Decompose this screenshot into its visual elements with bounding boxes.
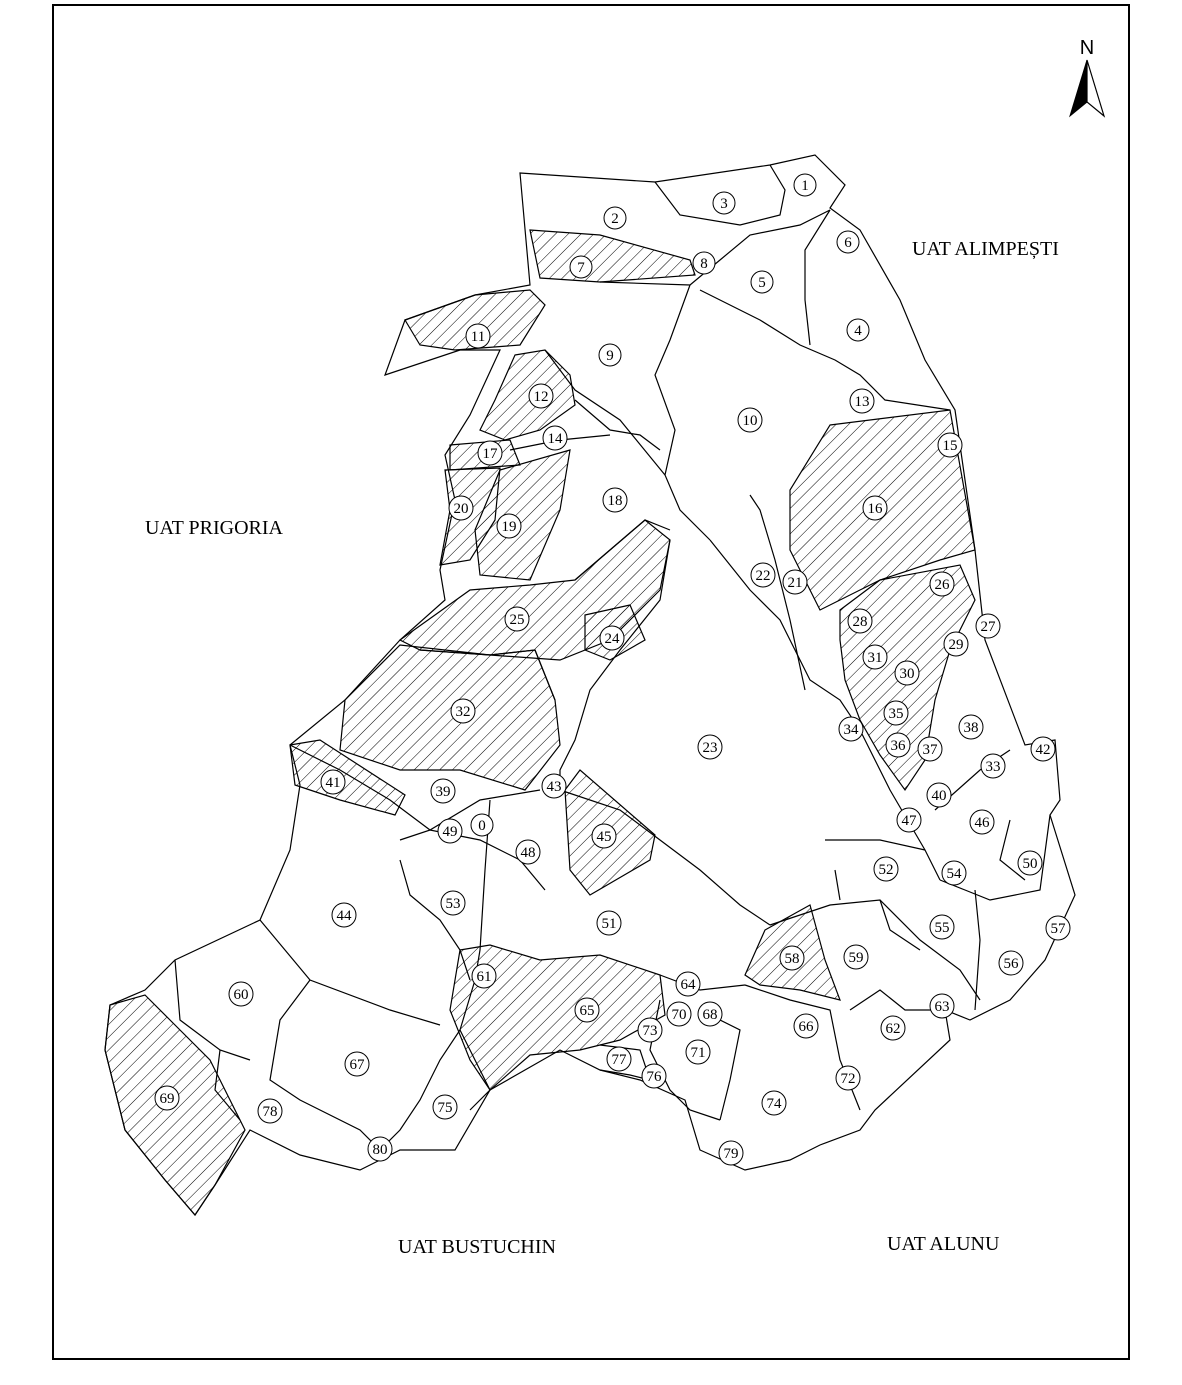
parcel-number: 80 bbox=[372, 1142, 388, 1158]
parcel-number: 40 bbox=[931, 788, 947, 804]
parcel-number: 32 bbox=[455, 704, 471, 720]
parcel-label-2 bbox=[604, 207, 626, 229]
parcel-number: 15 bbox=[942, 438, 958, 454]
parcel-label-77 bbox=[607, 1047, 631, 1071]
parcel-number: 17 bbox=[482, 446, 498, 462]
parcel-label-11 bbox=[466, 324, 490, 348]
parcel-label-33 bbox=[981, 754, 1005, 778]
parcel-label-14 bbox=[543, 426, 567, 450]
parcel-number: 55 bbox=[934, 920, 950, 936]
parcel-label-22 bbox=[751, 563, 775, 587]
parcel-number: 58 bbox=[784, 951, 800, 967]
parcel-label-51 bbox=[597, 911, 621, 935]
parcel-label-8 bbox=[693, 252, 715, 274]
parcel-label-40 bbox=[927, 783, 951, 807]
parcel-number: 34 bbox=[843, 722, 859, 738]
parcel-number: 23 bbox=[702, 740, 718, 756]
parcel-label-35 bbox=[884, 701, 908, 725]
parcel-number: 78 bbox=[262, 1104, 278, 1120]
parcel-label-10 bbox=[738, 408, 762, 432]
parcel-number: 20 bbox=[453, 501, 469, 517]
parcel-number: 28 bbox=[852, 614, 868, 630]
parcel-label-63 bbox=[930, 994, 954, 1018]
parcel-label-70 bbox=[667, 1002, 691, 1026]
parcel-number: 3 bbox=[720, 196, 728, 212]
parcel-label-55 bbox=[930, 915, 954, 939]
parcel-number: 57 bbox=[1050, 921, 1066, 937]
parcel-label-74 bbox=[762, 1091, 786, 1115]
parcel-number: 50 bbox=[1022, 856, 1038, 872]
parcel-number: 38 bbox=[963, 720, 979, 736]
parcel-label-66 bbox=[794, 1014, 818, 1038]
parcel-label-4 bbox=[847, 319, 869, 341]
region-label-south: UAT BUSTUCHIN bbox=[398, 1236, 556, 1258]
parcel-label-49 bbox=[438, 819, 462, 843]
parcel-number: 33 bbox=[985, 759, 1001, 775]
parcel-label-27 bbox=[976, 614, 1000, 638]
parcel-number: 30 bbox=[899, 666, 915, 682]
parcel-number: 0 bbox=[478, 818, 486, 834]
parcel-number: 41 bbox=[325, 775, 341, 791]
parcel-number: 36 bbox=[890, 738, 906, 754]
parcel-number: 61 bbox=[476, 969, 492, 985]
parcel-label-21 bbox=[783, 570, 807, 594]
parcel-label-78 bbox=[258, 1099, 282, 1123]
parcel-label-61 bbox=[472, 964, 496, 988]
parcel-label-13 bbox=[850, 389, 874, 413]
parcel-number: 5 bbox=[758, 275, 766, 291]
parcel-label-73 bbox=[638, 1018, 662, 1042]
parcel-label-31 bbox=[863, 645, 887, 669]
parcel-label-43 bbox=[542, 774, 566, 798]
parcel-number: 35 bbox=[888, 706, 904, 722]
parcel-number: 76 bbox=[646, 1069, 662, 1085]
parcel-number: 45 bbox=[596, 829, 612, 845]
parcel-label-19 bbox=[497, 514, 521, 538]
parcel-label-6 bbox=[837, 231, 859, 253]
parcel-number: 22 bbox=[755, 568, 771, 584]
parcel-label-23 bbox=[698, 735, 722, 759]
parcel-label-17 bbox=[478, 441, 502, 465]
parcel-label-65 bbox=[575, 998, 599, 1022]
parcel-label-52 bbox=[874, 857, 898, 881]
parcel-label-64 bbox=[676, 972, 700, 996]
parcel-number: 43 bbox=[546, 779, 562, 795]
parcel-label-72 bbox=[836, 1066, 860, 1090]
parcel-label-44 bbox=[332, 903, 356, 927]
parcel-number: 6 bbox=[844, 235, 852, 251]
parcel-number: 39 bbox=[435, 784, 451, 800]
parcel-number: 18 bbox=[607, 493, 623, 509]
parcel-number: 37 bbox=[922, 742, 938, 758]
parcel-number: 75 bbox=[437, 1100, 453, 1116]
parcel-label-59 bbox=[844, 945, 868, 969]
parcel-number: 11 bbox=[470, 329, 486, 345]
parcel-number: 68 bbox=[702, 1007, 718, 1023]
parcel-number: 49 bbox=[442, 824, 458, 840]
parcel-label-62 bbox=[881, 1016, 905, 1040]
parcel-number: 62 bbox=[885, 1021, 901, 1037]
parcel-number: 21 bbox=[787, 575, 803, 591]
parcel-label-56 bbox=[999, 951, 1023, 975]
parcel-label-20 bbox=[449, 496, 473, 520]
parcel-label-67 bbox=[345, 1052, 369, 1076]
parcel-number: 29 bbox=[948, 637, 964, 653]
parcel-number: 72 bbox=[840, 1071, 856, 1087]
parcel-label-16 bbox=[863, 496, 887, 520]
parcel-number: 63 bbox=[934, 999, 950, 1015]
parcel-label-69 bbox=[155, 1086, 179, 1110]
parcel-label-32 bbox=[451, 699, 475, 723]
parcel-label-30 bbox=[895, 661, 919, 685]
parcel-number: 7 bbox=[577, 260, 585, 276]
parcel-number: 1 bbox=[801, 178, 809, 194]
parcel-number: 19 bbox=[501, 519, 517, 535]
parcel-number: 74 bbox=[766, 1096, 782, 1112]
parcel-label-12 bbox=[529, 384, 553, 408]
parcel-number: 2 bbox=[611, 211, 619, 227]
parcel-number: 71 bbox=[690, 1045, 706, 1061]
parcel-number: 77 bbox=[611, 1052, 627, 1068]
parcel-label-0 bbox=[471, 814, 493, 836]
north-label: N bbox=[1079, 37, 1095, 59]
north-arrow bbox=[1070, 37, 1104, 116]
parcel-label-37 bbox=[918, 737, 942, 761]
parcel-label-54 bbox=[942, 861, 966, 885]
parcel-label-24 bbox=[600, 626, 624, 650]
parcel-label-1 bbox=[794, 174, 816, 196]
parcel-number: 59 bbox=[848, 950, 864, 966]
parcel-number: 42 bbox=[1035, 742, 1051, 758]
parcel-number: 46 bbox=[974, 815, 990, 831]
parcel-number: 56 bbox=[1003, 956, 1019, 972]
parcel-number: 53 bbox=[445, 896, 461, 912]
parcel-label-39 bbox=[431, 779, 455, 803]
parcel-label-5 bbox=[751, 271, 773, 293]
parcel-number: 26 bbox=[934, 577, 950, 593]
parcel-number: 64 bbox=[680, 977, 696, 993]
parcel-number: 13 bbox=[854, 394, 870, 410]
parcel-label-36 bbox=[886, 733, 910, 757]
parcel-label-47 bbox=[897, 808, 921, 832]
parcel-label-79 bbox=[719, 1141, 743, 1165]
parcel-label-3 bbox=[713, 192, 735, 214]
parcel-number: 65 bbox=[579, 1003, 595, 1019]
parcel-label-41 bbox=[321, 770, 345, 794]
parcel-label-25 bbox=[505, 607, 529, 631]
parcel-label-42 bbox=[1031, 737, 1055, 761]
parcel-number: 69 bbox=[159, 1091, 175, 1107]
parcel-label-76 bbox=[642, 1064, 666, 1088]
parcel-number: 16 bbox=[867, 501, 883, 517]
parcel-number: 73 bbox=[642, 1023, 658, 1039]
parcel-number: 48 bbox=[520, 845, 536, 861]
parcel-number: 47 bbox=[901, 813, 917, 829]
parcel-number: 31 bbox=[867, 650, 883, 666]
parcel-label-26 bbox=[930, 572, 954, 596]
parcel-number: 9 bbox=[606, 348, 614, 364]
region-label-southeast: UAT ALUNU bbox=[887, 1233, 1000, 1255]
parcel-label-34 bbox=[839, 717, 863, 741]
parcel-number: 52 bbox=[878, 862, 894, 878]
parcel-number: 79 bbox=[723, 1146, 739, 1162]
parcel-number: 54 bbox=[946, 866, 962, 882]
parcel-label-68 bbox=[698, 1002, 722, 1026]
parcel-number: 25 bbox=[509, 612, 525, 628]
parcel-number: 27 bbox=[980, 619, 996, 635]
parcel-number: 70 bbox=[671, 1007, 687, 1023]
parcel-number: 24 bbox=[604, 631, 620, 647]
parcel-label-53 bbox=[441, 891, 465, 915]
parcel-number: 60 bbox=[233, 987, 249, 1003]
region-label-west: UAT PRIGORIA bbox=[145, 517, 283, 539]
parcel-label-58 bbox=[780, 946, 804, 970]
parcel-number: 51 bbox=[601, 916, 617, 932]
parcel-label-28 bbox=[848, 609, 872, 633]
parcel-number: 10 bbox=[742, 413, 758, 429]
parcel-label-9 bbox=[599, 344, 621, 366]
parcel-label-80 bbox=[368, 1137, 392, 1161]
parcel-label-71 bbox=[686, 1040, 710, 1064]
parcel-label-29 bbox=[944, 632, 968, 656]
parcel-number: 66 bbox=[798, 1019, 814, 1035]
parcel-label-46 bbox=[970, 810, 994, 834]
parcel-label-75 bbox=[433, 1095, 457, 1119]
parcel-label-38 bbox=[959, 715, 983, 739]
parcel-number: 8 bbox=[700, 256, 708, 272]
parcel-label-18 bbox=[603, 488, 627, 512]
parcel-number: 44 bbox=[336, 908, 352, 924]
parcel-label-50 bbox=[1018, 851, 1042, 875]
parcel-label-15 bbox=[938, 433, 962, 457]
parcel-label-45 bbox=[592, 824, 616, 848]
region-label-east: UAT ALIMPEȘTI bbox=[912, 238, 1059, 260]
parcel-label-57 bbox=[1046, 916, 1070, 940]
parcel-number: 14 bbox=[547, 431, 563, 447]
parcel-number: 67 bbox=[349, 1057, 365, 1073]
parcel-label-48 bbox=[516, 840, 540, 864]
parcel-label-60 bbox=[229, 982, 253, 1006]
north-arrow-icon bbox=[1070, 60, 1087, 116]
parcel-number: 12 bbox=[533, 389, 549, 405]
parcel-number: 4 bbox=[854, 323, 862, 339]
parcel-label-7 bbox=[570, 256, 592, 278]
